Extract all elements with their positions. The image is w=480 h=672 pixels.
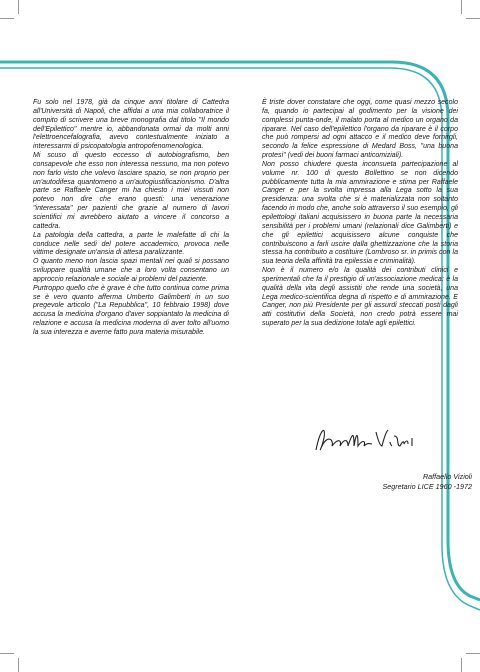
- crop-mark: [461, 658, 462, 672]
- crop-mark: [0, 18, 14, 19]
- paragraph: Purtroppo quello che è grave è che tutto continua come prima se è vero quanto afferma Umberto Galimberti in un suo pregevole articolo ("La Repubblica", 10 febbraio 1998) dove accusa la medicina d'organo d'aver soppiantato la medicina di relazione e accusa la medicina moderna di aver tolto all'uomo la sua interezza e averne fatto pura materia misurabile.: [33, 284, 229, 336]
- author-name: Raffaello Vizioli: [422, 472, 472, 481]
- crop-mark: [18, 0, 19, 14]
- signature-block: [312, 410, 472, 500]
- left-column: [33, 99, 229, 338]
- paragraph: Non è il numero e/o la qualità dei contributi clinici e sperimentali che fa il prestigio di un'associazione medica: è la qualità della vita degli assistiti che rende una società, una Lega medico-scientifica degna di rispetto e di ammirazione. E Canger, non più Presidente per gli assurdi steccati posti dagli atti costitutivi della Società, non credo potrà essere mai superato per la sua dedizione totale agli epilettici.: [262, 267, 458, 328]
- crop-mark: [18, 658, 19, 672]
- paragraph: Mi scuso di questo eccesso di autobiografismo, ben consapevole che esso non interessa nessuno, ma non potevo non farlo visto che volevo lasciare spazio, se non proprio per un'autodifesa quantomeno a un'autogiustificazionismo. D'altra parte se Raffaele Canger mi ha chiesto i miei vissuti non potevo non dire che erano questi: una venerazione "interessata" per pazienti che grazie al numero di lavori scientifici mi avrebbero aiutato a vincere il concorso a cattedra.: [33, 152, 229, 230]
- crop-mark: [0, 653, 14, 654]
- paragraph: Fu solo nel 1978, già da cinque anni titolare di Cattedra all'Università di Napoli, che affidai a una mia collaboratrice il compito di scrivere una breve monografia dal titolo "Il mondo dell'Epilettico" mentre io, abbandonata ormai da molti anni l'elettroencefalografia, avevo contestualmente iniziato a interessarmi di psicopatologia antropofenomenologica.: [33, 99, 229, 151]
- crop-mark: [461, 0, 462, 14]
- paragraph: O quanto meno non lascia spazi mentali nei quali si possano sviluppare qualità umane che a loro volta consentano un approccio relazionale e sociale ai problemi del paziente.: [33, 258, 229, 283]
- crop-mark: [466, 18, 480, 19]
- paragraph: Non posso chiudere questa inconsueta partecipazione al volume nr. 100 di questo Bollettino se non dicendo pubblicamente tutta la mia ammirazione e stima per Raffaele Canger e per la svolta impressa alla Lega sotto la sua presidenza: una svolta che si è materializzata non soltanto facendo in modo che, anche solo attraverso il suo esempio, gli epilettologi italiani acquisissero in buona parte la necessaria sensibilità per i problemi umani (relazionali dice Galimberti) e che gli epilettici acquisissero alcune conquiste che contribuiscono a farli uscire dalla ghettizzazione che la storia stessa ha contribuito a costituire (Lombroso sr. in primis con la sua teoria della affinità tra epilessia e criminalità).: [262, 160, 458, 266]
- author-role: Segretario LICE 1960 -1972: [382, 482, 472, 491]
- right-column: [262, 99, 458, 329]
- paragraph: È triste dover constatare che oggi, come quasi mezzo secolo fa, quando io partecipai al godimento per la visione dei complessi punta-onde, il malato porta al medico un organo da riparare. Nel caso dell'epilettico l'organo da riparare è il corpo che può rompersi ad ogni attacco e il medico deve fornirgli, secondo la felice espressione di Medard Boss, "una buona protesi" (vedi dei buoni farmaci anticomiziali).: [262, 99, 458, 160]
- paragraph: La patologia della cattedra, a parte le malefatte di chi la conduce nelle sedi del potere accademico, provoca nelle vittime designate un'ansia di attesa paralizzante.: [33, 231, 229, 257]
- handwritten-signature: [312, 420, 422, 460]
- crop-mark: [466, 653, 480, 654]
